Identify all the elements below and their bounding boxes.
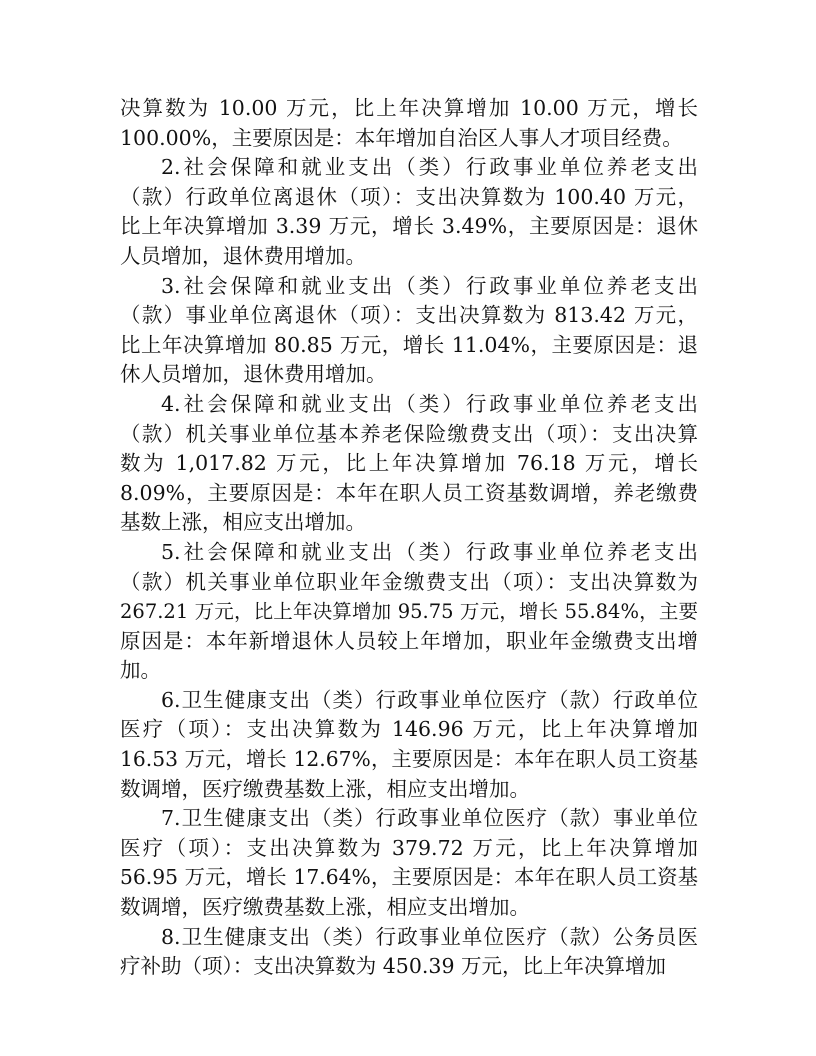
document-page — [120, 94, 698, 982]
paragraph — [120, 923, 698, 982]
text-line: 数为 1,017.82 万元，比上年决算增加 76.18 万元，增长 — [120, 451, 698, 476]
text-line: 原因是：本年新增退休人员较上年增加，职业年金缴费支出增 — [120, 628, 698, 653]
text-line: （款）事业单位离退休（项）：支出决算数为 813.42 万元， — [120, 303, 698, 328]
paragraph — [120, 686, 698, 804]
paragraph — [120, 272, 698, 390]
text-line: 比上年决算增加 80.85 万元，增长 11.04%，主要原因是：退 — [120, 332, 698, 357]
text-line: 8.卫生健康支出（类）行政事业单位医疗（款）公务员医 — [161, 924, 698, 949]
paragraph — [120, 804, 698, 922]
text-line: 加。 — [120, 658, 161, 683]
text-line: 7.卫生健康支出（类）行政事业单位医疗（款）事业单位 — [161, 806, 698, 831]
text-line: 数调增，医疗缴费基数上涨，相应支出增加。 — [120, 776, 530, 801]
paragraph — [120, 153, 698, 271]
text-line: 比上年决算增加 3.39 万元，增长 3.49%，主要原因是：退休 — [120, 214, 698, 239]
text-line: 疗补助（项）：支出决算数为 450.39 万元，比上年决算增加 — [120, 954, 667, 979]
text-line: 2.社会保障和就业支出（类）行政事业单位养老支出 — [161, 155, 698, 180]
text-line: 56.95 万元，增长 17.64%，主要原因是：本年在职人员工资基 — [120, 865, 698, 890]
paragraph — [120, 390, 698, 538]
text-line: 3.社会保障和就业支出（类）行政事业单位养老支出 — [161, 273, 698, 298]
text-line: 数调增，医疗缴费基数上涨，相应支出增加。 — [120, 895, 530, 920]
text-line: 人员增加，退休费用增加。 — [120, 243, 366, 268]
text-line: 16.53 万元，增长 12.67%，主要原因是：本年在职人员工资基 — [120, 747, 698, 772]
text-line: 267.21 万元，比上年决算增加 95.75 万元，增长 55.84%，主要 — [120, 600, 698, 624]
text-line: 5.社会保障和就业支出（类）行政事业单位养老支出 — [161, 539, 698, 564]
text-line: 8.09%，主要原因是：本年在职人员工资基数调增，养老缴费 — [120, 480, 698, 505]
text-line: 基数上涨，相应支出增加。 — [120, 510, 366, 535]
paragraph — [120, 538, 698, 686]
text-line: 4.社会保障和就业支出（类）行政事业单位养老支出 — [161, 391, 698, 416]
text-line: 100.00%，主要原因是：本年增加自治区人事人才项目经费。 — [120, 125, 683, 150]
text-line: 医疗（项）：支出决算数为 146.96 万元，比上年决算增加 — [120, 717, 698, 742]
text-line: 医疗（项）：支出决算数为 379.72 万元，比上年决算增加 — [120, 835, 698, 860]
paragraph — [120, 94, 698, 153]
text-line: （款）行政单位离退休（项）：支出决算数为 100.40 万元， — [120, 184, 698, 209]
text-line: 休人员增加，退休费用增加。 — [120, 362, 387, 387]
text-line: 6.卫生健康支出（类）行政事业单位医疗（款）行政单位 — [161, 687, 698, 712]
text-line: （款）机关事业单位基本养老保险缴费支出（项）：支出决算 — [120, 421, 698, 446]
text-line: 决算数为 10.00 万元，比上年决算增加 10.00 万元，增长 — [120, 96, 698, 120]
text-line: （款）机关事业单位职业年金缴费支出（项）：支出决算数为 — [120, 569, 698, 594]
